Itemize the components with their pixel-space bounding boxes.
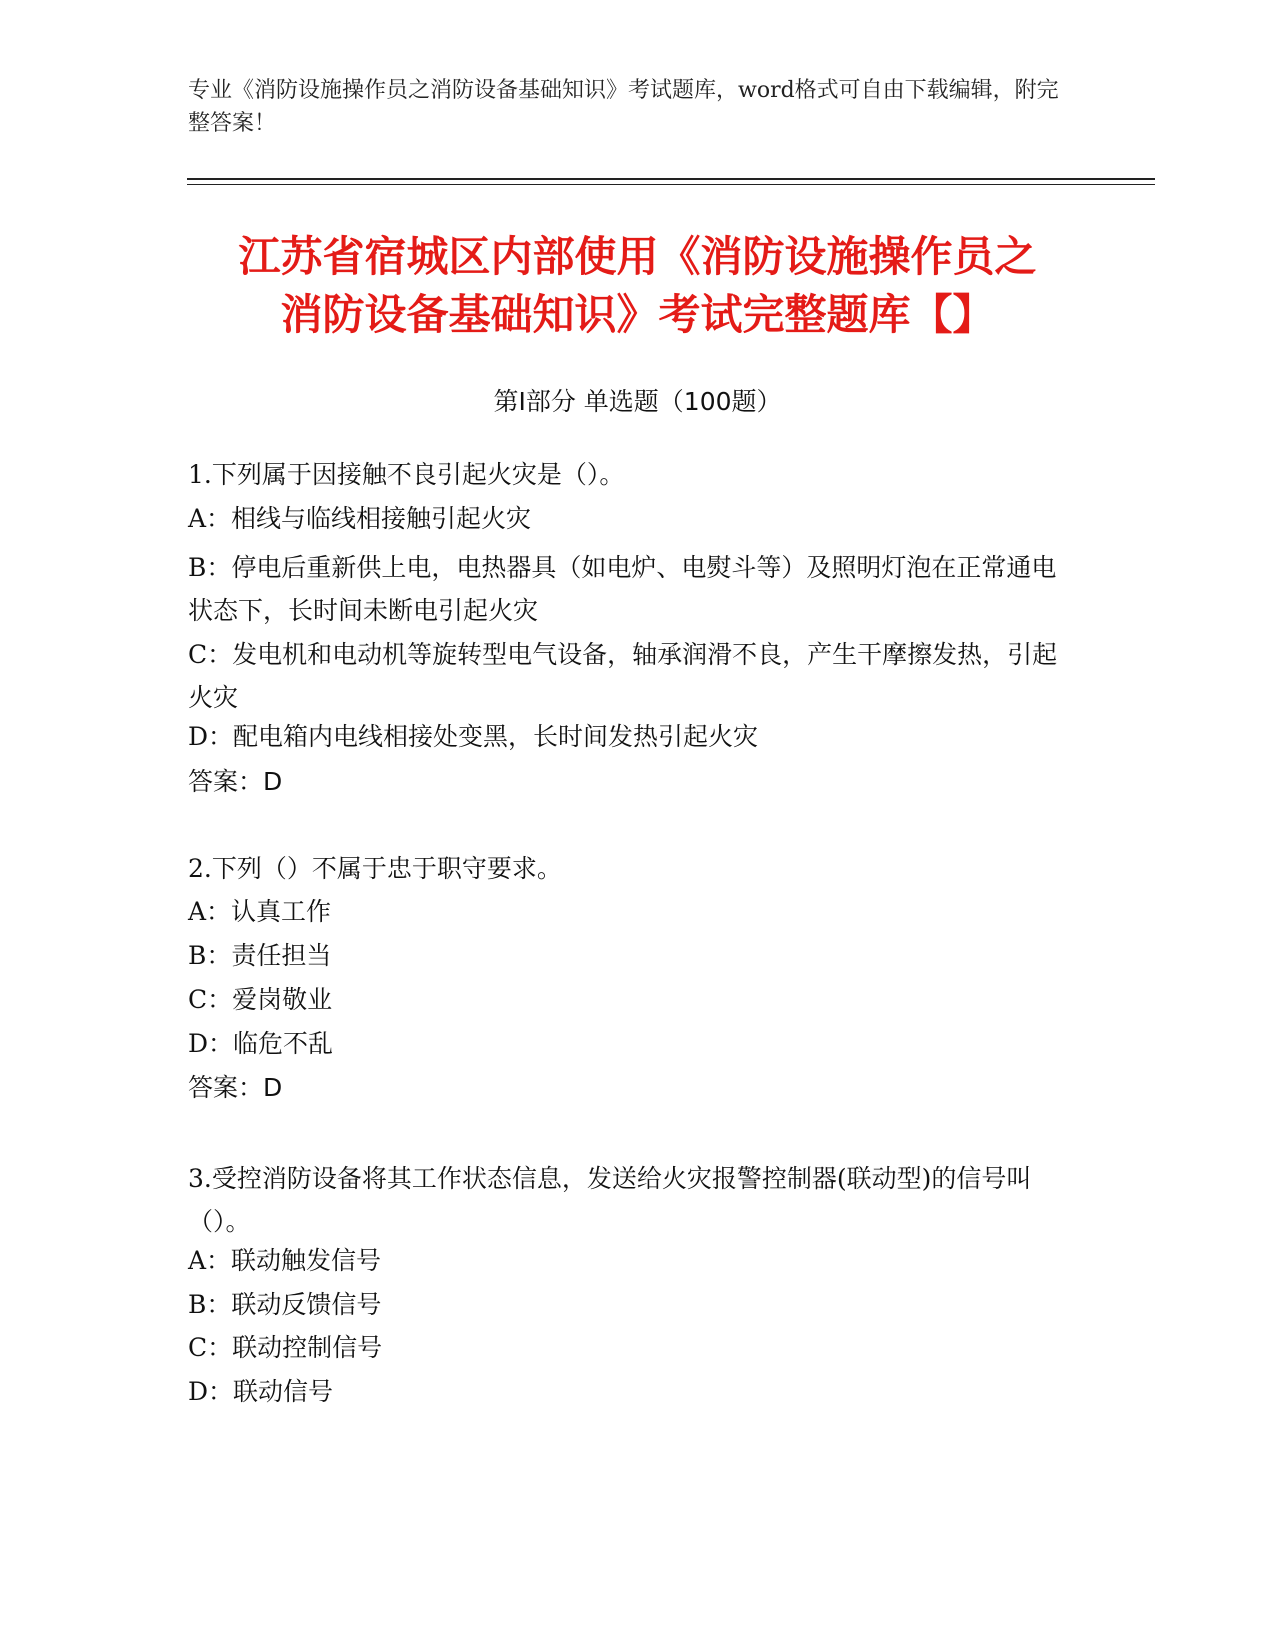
question-3-stem: 3.受控消防设备将其工作状态信息，发送给火灾报警控制器(联动型)的信号叫（）。 [188, 1164, 1032, 1236]
document-title-line-1: 江苏省宿城区内部使用《消防设施操作员之 [238, 232, 1037, 281]
question-2-stem: 2.下列（）不属于忠于职守要求。 [188, 854, 562, 883]
header-rule-thick [187, 178, 1155, 180]
question-1-stem: 1.下列属于因接触不良引起火灾是（）。 [188, 460, 625, 489]
document-title-line-2: 消防设备基础知识》考试完整题库【】 [280, 290, 995, 339]
document-title [150, 228, 1125, 344]
question-1-answer: 答案：D [188, 767, 283, 796]
question-3-option-c: C：联动控制信号 [188, 1333, 383, 1362]
question-3-option-a: A：联动触发信号 [188, 1246, 382, 1275]
header-rule-thin [187, 184, 1155, 185]
section-title: 第Ⅰ部分 单选题（100题） [493, 387, 782, 416]
question-3-option-d: D：联动信号 [188, 1377, 334, 1406]
question-1-option-a: A：相线与临线相接触引起火灾 [188, 504, 532, 533]
question-2-option-c: C：爱岗敬业 [188, 985, 333, 1014]
question-1-option-b: B：停电后重新供上电，电热器具（如电炉、电熨斗等）及照明灯泡在正常通电状态下，长时间未断电引起火灾 [188, 553, 1057, 625]
question-1-option-c: C：发电机和电动机等旋转型电气设备，轴承润滑不良，产生干摩擦发热，引起火灾 [188, 640, 1058, 712]
question-1-option-d: D：配电箱内电线相接处变黑，长时间发热引起火灾 [188, 722, 759, 751]
question-2-option-b: B：责任担当 [188, 941, 332, 970]
question-2-option-a: A：认真工作 [188, 897, 332, 926]
question-2-option-d: D：临危不乱 [188, 1029, 334, 1058]
question-3-option-b: B：联动反馈信号 [188, 1290, 382, 1319]
header-note: 专业《消防设施操作员之消防设备基础知识》考试题库，word格式可自由下载编辑，附完整答案！ [188, 78, 1059, 136]
question-2-answer: 答案：D [188, 1073, 283, 1102]
